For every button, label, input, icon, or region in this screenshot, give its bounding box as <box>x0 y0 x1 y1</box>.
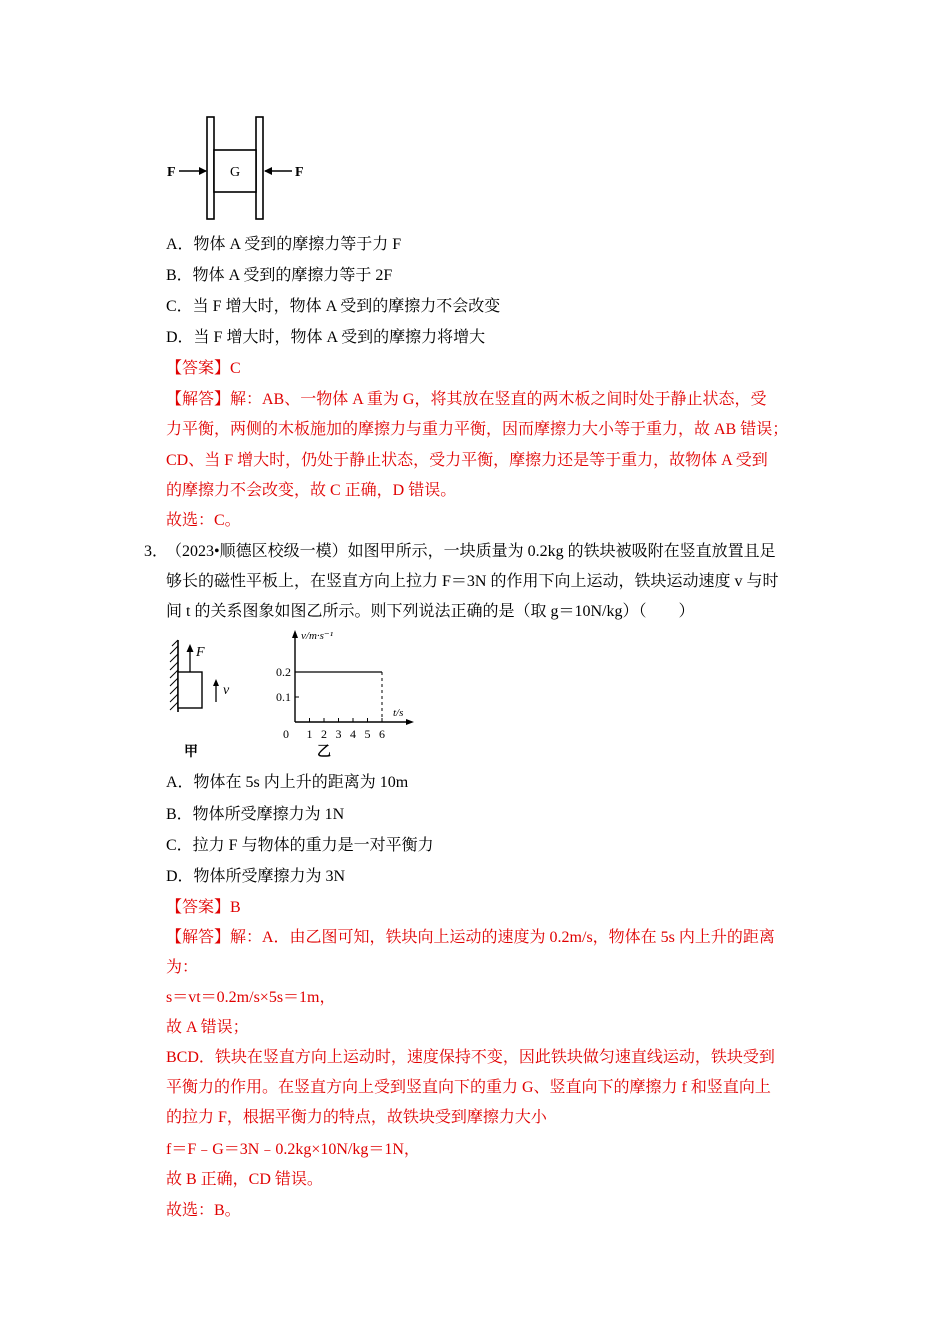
block-label: G <box>229 165 241 180</box>
figure-jia-caption: 甲 <box>184 745 198 760</box>
x-tick-label: 5 <box>364 727 371 741</box>
q2-option-d: D．当 F 增大时，物体 A 受到的摩擦力将增大 <box>166 329 486 346</box>
q3-answer: 【答案】B <box>166 899 241 916</box>
q2-explanation-line: 【解答】解：AB、一物体 A 重为 G，将其放在竖直的两木板之间时处于静止状态，受 <box>166 391 767 408</box>
q3-explanation-line: 平衡力的作用。在竖直方向上受到竖直向下的重力 G、竖直向下的摩擦力 f 和竖直向上 <box>166 1079 771 1096</box>
x-tick-label: 6 <box>379 727 385 741</box>
q2-explanation-line: CD、当 F 增大时，仍处于静止状态，受力平衡，摩擦力还是等于重力，故物体 A 受到 <box>166 452 768 469</box>
q3-explanation-line: 【解答】解：A．由乙图可知，铁块向上运动的速度为 0.2m/s，物体在 5s 内上升的距离 <box>166 929 775 946</box>
q3-explanation-line: f＝F﹣G＝3N﹣0.2kg×10N/kg＝1N， <box>166 1141 420 1158</box>
q3-explanation-line: 故 B 正确，CD 错误。 <box>166 1171 323 1188</box>
velocity-label: v <box>223 683 230 698</box>
right-board <box>256 117 263 219</box>
q2-option-b: B．物体 A 受到的摩擦力等于 2F <box>166 267 393 284</box>
x-axis-label: t/s <box>393 707 404 719</box>
q3-option-a: A．物体在 5s 内上升的距离为 10m <box>166 774 409 791</box>
y-axis-label: v/m·s⁻¹ <box>301 630 334 642</box>
q3-explanation-line: 的拉力 F，根据平衡力的特点，故铁块受到摩擦力大小 <box>166 1109 547 1126</box>
y-tick-label: 0.2 <box>276 665 291 679</box>
q2-conclusion: 故选：C。 <box>166 512 241 529</box>
x-tick-label: 1 <box>306 727 313 741</box>
q3-stem-line: （2023•顺德区校级一模）如图甲所示，一块质量为 0.2kg 的铁块被吸附在竖直放置且足 <box>166 543 776 560</box>
x-tick-label: 2 <box>321 727 327 741</box>
x-tick-label: 3 <box>335 727 342 741</box>
force-label: F <box>196 645 205 660</box>
q3-option-b: B．物体所受摩擦力为 1N <box>166 806 345 823</box>
q3-explanation-line: s＝vt＝0.2m/s×5s＝1m， <box>166 989 336 1006</box>
q2-answer: 【答案】C <box>166 360 241 377</box>
q3-number: 3． <box>144 543 169 560</box>
q3-stem-line: 够长的磁性平板上，在竖直方向上拉力 F＝3N 的作用下向上运动，铁块运动速度 v 与时 <box>166 573 779 590</box>
q3-conclusion: 故选：B。 <box>166 1202 241 1219</box>
q3-explanation-line: 故 A 错误； <box>166 1019 249 1036</box>
iron-block <box>178 672 202 708</box>
q3-explanation-line: BCD．铁块在竖直方向上运动时，速度保持不变，因此铁块做匀速直线运动，铁块受到 <box>166 1049 775 1066</box>
q2-explanation-line: 力平衡，两侧的木板施加的摩擦力与重力平衡，因而摩擦力大小等于重力，故 AB 错误； <box>166 421 789 438</box>
left-force-label: F <box>167 165 176 180</box>
figure-yi <box>265 626 425 762</box>
figure-jia <box>160 632 250 762</box>
x-tick-label: 4 <box>350 727 356 741</box>
q2-option-a: A．物体 A 受到的摩擦力等于力 F <box>166 236 402 253</box>
left-board <box>207 117 214 219</box>
q3-explanation-line: 为： <box>166 959 199 976</box>
right-force-label: F <box>295 165 304 180</box>
q3-option-d: D．物体所受摩擦力为 3N <box>166 868 346 885</box>
two-boards-figure <box>160 112 310 224</box>
y-tick-label: 0.1 <box>276 690 291 704</box>
q3-option-c: C．拉力 F 与物体的重力是一对平衡力 <box>166 837 434 854</box>
origin-tick-label: 0 <box>283 727 289 741</box>
q3-stem-line: 间 t 的关系图象如图乙所示。则下列说法正确的是（取 g＝10N/kg）（ ） <box>166 603 695 620</box>
q2-option-c: C．当 F 增大时，物体 A 受到的摩擦力不会改变 <box>166 298 501 315</box>
figure-yi-caption: 乙 <box>317 745 331 760</box>
q2-explanation-line: 的摩擦力不会改变，故 C 正确，D 错误。 <box>166 482 457 499</box>
